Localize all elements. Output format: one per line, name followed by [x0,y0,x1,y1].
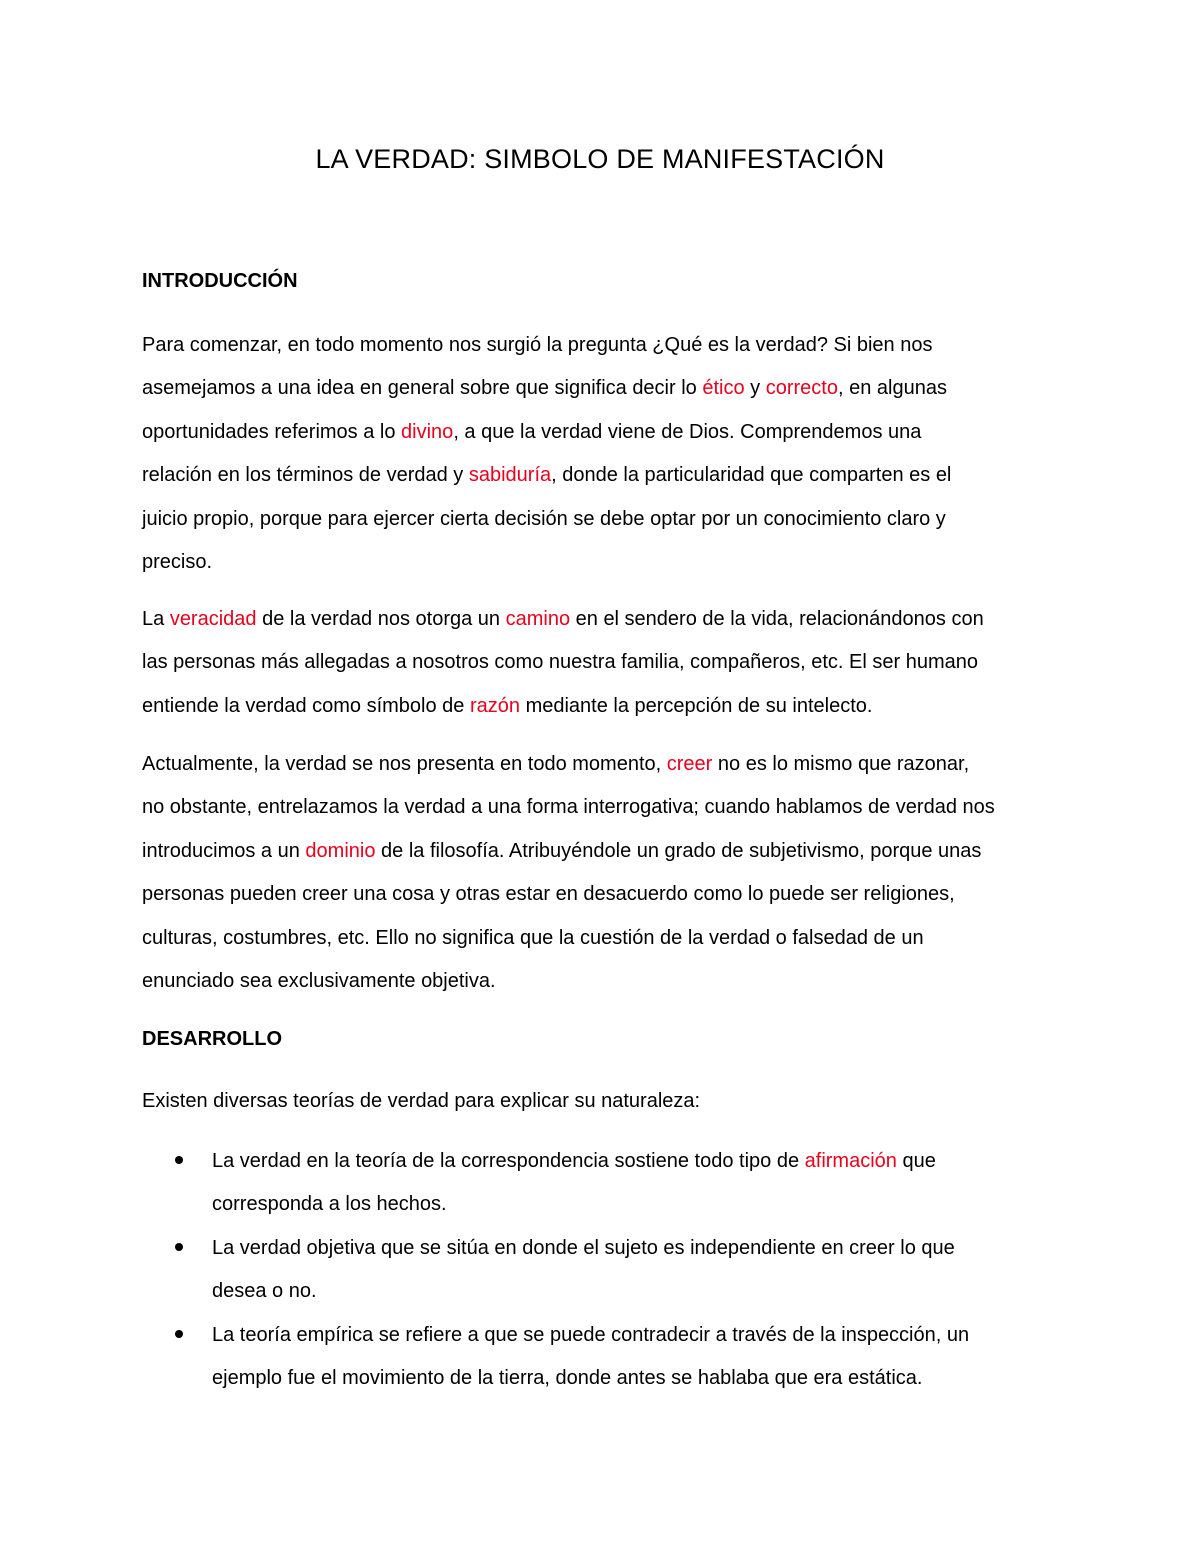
text-span: mediante la percepción de su intelecto. [520,694,873,717]
text-line [142,324,1072,367]
text-span: no es lo mismo que razonar, [712,753,970,775]
text-span: juicio propio, porque para ejercer cierta decisión se debe optar por un conocimiento claro y [142,507,946,530]
text-span: La [142,608,170,630]
bullet-icon [175,1330,183,1338]
text-line [142,411,1072,454]
text-line: La verdad objetiva que se sitúa en donde el sujeto es independiente en creer lo que [212,1236,955,1259]
text-line [142,367,1072,410]
text-span: entiende la verdad como símbolo de [142,694,470,717]
text-span: , a que la verdad viene de Dios. Comprendemos una [453,420,922,443]
text-span: y [744,377,766,400]
intro-paragraph-1 [142,324,1072,584]
list-item [142,1314,1082,1401]
intro-paragraph-3 [142,743,1072,1003]
text-line [142,641,1072,684]
text-span: Actualmente, la verdad se nos presenta en todo momento, [142,753,667,775]
text-line [142,685,1072,728]
highlight-word-camino: camino [505,608,571,630]
text-span: en el sendero de la vida, relacionándonos con [570,608,984,630]
highlight-word-afirmacion: afirmación [804,1150,897,1172]
text-line [142,598,1072,641]
highlight-word-veracidad: veracidad [169,608,257,630]
text-span: personas pueden creer una cosa y otras estar en desacuerdo como lo puede ser religiones, [142,883,955,906]
text-span: de la verdad nos otorga un [256,608,506,630]
text-line: ejemplo fue el movimiento de la tierra, donde antes se hablaba que era estática. [212,1367,923,1390]
highlight-word-creer: creer [666,753,713,775]
highlight-word-correcto: correcto [765,377,838,400]
text-span: que [896,1150,936,1172]
text-span: preciso. [142,551,213,574]
list-item [142,1140,1082,1227]
text-line: corresponda a los hechos. [212,1193,447,1216]
highlight-word-razon: razón [469,694,521,717]
text-span: de la filosofía. Atribuyéndole un grado de subjetivismo, porque unas [375,839,982,862]
text-line [142,454,1072,497]
text-span: culturas, costumbres, etc. Ello no significa que la cuestión de la verdad o falsedad de un [142,926,924,949]
text-span: las personas más allegadas a nosotros como nuestra familia, compañeros, etc. El ser humano [142,651,978,674]
text-span: introducimos a un [142,839,306,862]
text-line [142,830,1072,873]
development-intro: Existen diversas teorías de verdad para explicar su naturaleza: [142,1090,701,1112]
bullet-icon [175,1243,183,1251]
text-span: , en algunas [837,377,947,400]
text-line [142,541,1072,584]
highlight-word-sabiduria: sabiduría [468,464,552,487]
text-span: asemejamos a una idea en general sobre que significa decir lo [142,377,703,400]
bullet-icon [175,1156,183,1164]
text-line [142,498,1072,541]
text-line [142,786,1072,829]
list-item [142,1227,1082,1314]
text-line [142,917,1072,960]
intro-heading: INTRODUCCIÓN [142,270,298,292]
text-span: enunciado sea exclusivamente objetiva. [142,970,496,993]
document-title: LA VERDAD: SIMBOLO DE MANIFESTACIÓN [315,144,885,174]
highlight-word-etico: ético [702,377,745,400]
text-span: relación en los términos de verdad y [142,464,469,487]
text-line [212,1140,1082,1183]
theories-list [142,1140,1082,1400]
text-line [142,873,1072,916]
development-heading: DESARROLLO [142,1028,282,1050]
text-span: La verdad en la teoría de la correspondencia sostiene todo tipo de [212,1150,805,1172]
text-span: Para comenzar, en todo momento nos surgió la pregunta ¿Qué es la verdad? Si bien nos [142,334,933,356]
text-line [142,960,1072,1003]
text-span: oportunidades referimos a lo [142,420,402,443]
text-span: , donde la particularidad que comparten es el [551,464,952,487]
text-line: desea o no. [212,1280,317,1303]
text-span: no obstante, entrelazamos la verdad a una forma interrogativa; cuando hablamos de verdad nos [142,796,995,819]
text-line: La teoría empírica se refiere a que se puede contradecir a través de la inspección, un [212,1323,970,1346]
intro-paragraph-2 [142,598,1072,728]
highlight-word-dominio: dominio [305,839,376,862]
highlight-word-divino: divino [401,420,454,443]
text-line [142,743,1072,786]
